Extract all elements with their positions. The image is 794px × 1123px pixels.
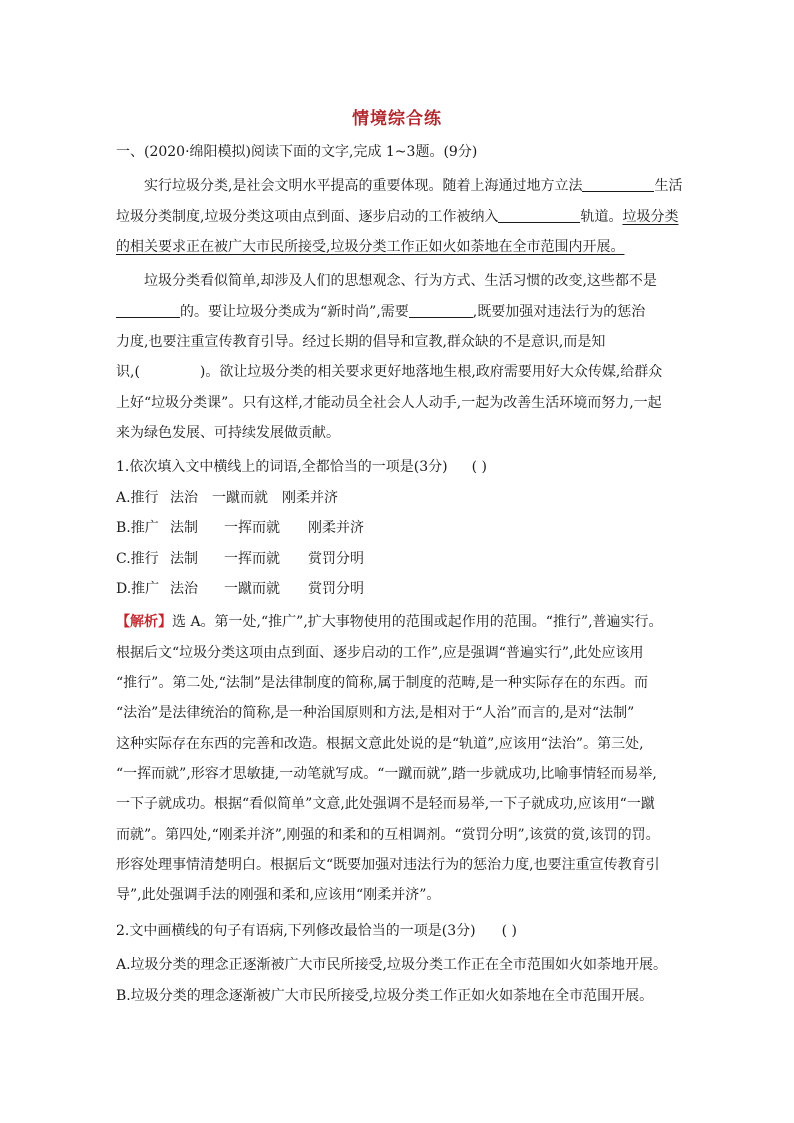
analysis-line: “法治”是法律统治的简称,是一种治国原则和方法,是相对于“人治”而言的,是对“法制” [116,705,635,721]
option-word: 赏罚分明 [308,581,364,597]
fill-blank [582,177,654,192]
option-word: 法制 [170,520,198,536]
answer-paren: ( ) [501,923,518,939]
passage-text: 的。要让垃圾分类成为“新时尚”,需要 [180,304,409,320]
analysis-line: 导”,此处强调手法的刚强和柔和,应该用“刚柔并济”。 [116,887,441,903]
analysis-line: “推行”。第二处,“法制”是法律制度的简称,属于制度的范畴,是一种实际存在的东西。而 [116,675,648,691]
analysis-line [116,612,686,632]
question-1-stem [116,457,686,477]
analysis-line: 这种实际存在东西的完善和改造。根据文意此处说的是“轨道”,应该用“法治”。第三处, [116,736,644,752]
question-text: 2.文中画横线的句子有语病,下列修改最恰当的一项是(3分) [116,923,476,939]
passage-line [116,362,686,382]
option-word: 法治 [170,490,198,506]
fill-blank [498,208,580,223]
fill-blank [116,303,180,318]
option-word: B.推广 [116,520,159,536]
q2-option-a: A.垃圾分类的理念正逐渐被广大市民所接受,垃圾分类工作正在全市范围如火如荼地开展。 [116,957,668,973]
answer-paren: ( ) [471,459,488,475]
analysis-tag: 【解析】 [116,614,172,630]
option-a [116,488,338,508]
passage-line: 垃圾分类看似简单,却涉及人们的思想观念、行为方式、生活习惯的改变,这些都不是 [144,273,657,289]
passage-text: 生活 [654,178,683,194]
underlined-sentence: 垃圾分类 [622,209,679,225]
passage-text: 轨道。 [580,209,623,225]
option-c [116,549,364,569]
option-d [116,579,364,599]
option-word: D.推广 [116,581,160,597]
q2-option-b: B.垃圾分类的理念逐渐被广大市民所接受,垃圾分类工作正如火如荼地在全市范围开展。 [116,988,654,1004]
passage-text: 识,( [116,364,140,380]
passage-line [116,302,686,322]
analysis-line: 形容处理事情清楚明白。根据后文“既要加强对违法行为的惩治力度,也要注重宣传教育引 [116,857,660,873]
passage-line [116,207,686,227]
question-2-stem [116,921,686,941]
passage-text: ,既要加强对违法行为的惩治 [472,304,646,320]
underlined-sentence: 的相关要求正在被广大市民所接受,垃圾分类工作正如火如荼地在全市范围内开展。 [116,239,625,255]
option-word: A.推行 [116,490,159,506]
analysis-line: “一挥而就”,形容才思敏捷,一动笔就写成。“一蹴而就”,踏一步就成功,比喻事情轻而易举, [116,766,657,782]
option-word: 一挥而就 [224,551,280,567]
passage-text: 垃圾分类制度,垃圾分类这项由点到面、逐步启动的工作被纳入 [116,209,499,225]
passage-text: )。欲让垃圾分类的相关要求更好地落地生根,政府需要用好大众传媒,给群众 [199,364,663,380]
option-word: 法治 [170,581,198,597]
section-header: 一、(2020·绵阳模拟)阅读下面的文字,完成 1~3题。(9分) [116,144,478,160]
option-word: 一蹴而就 [212,490,268,506]
passage-text: 实行垃圾分类,是社会文明水平提高的重要体现。随着上海通过地方立法 [144,178,583,194]
option-word: 刚柔并济 [308,520,364,536]
analysis-line: 根据后文“垃圾分类这项由点到面、逐步启动的工作”,应是强调“普遍实行”,此处应该用 [116,645,644,661]
passage-line: 上好“垃圾分类课”。只有这样,才能动员全社会人人动手,一起为改善生活环境而努力,一起 [116,395,662,411]
passage-line [116,237,686,257]
question-text: 1.依次填入文中横线上的词语,全都恰当的一项是(3分) [116,459,448,475]
passage-line: 来为绿色发展、可持续发展做贡献。 [116,425,340,441]
page-title: 情境综合练 [352,109,442,129]
analysis-text: 选 A。第一处,“推广”,扩大事物使用的范围或起作用的范围。“推行”,普遍实行。 [172,614,663,630]
analysis-line: 一下子就成功。根据“看似简单”文意,此处强调不是轻而易举,一下子就成功,应该用“一蹴 [116,796,655,812]
option-b [116,518,364,538]
option-word: 赏罚分明 [308,551,364,567]
passage-line [144,176,686,196]
option-word: 刚柔并济 [282,490,338,506]
analysis-line: 而就”。第四处,“刚柔并济”,刚强的和柔和的互相调剂。“赏罚分明”,该赏的赏,该罚的罚。 [116,827,660,843]
option-word: 一挥而就 [224,520,280,536]
option-word: C.推行 [116,551,159,567]
option-word: 一蹴而就 [224,581,280,597]
passage-line: 力度,也要注重宣传教育引导。经过长期的倡导和宣教,群众缺的不是意识,而是知 [116,334,606,350]
fill-blank [409,303,473,318]
option-word: 法制 [170,551,198,567]
